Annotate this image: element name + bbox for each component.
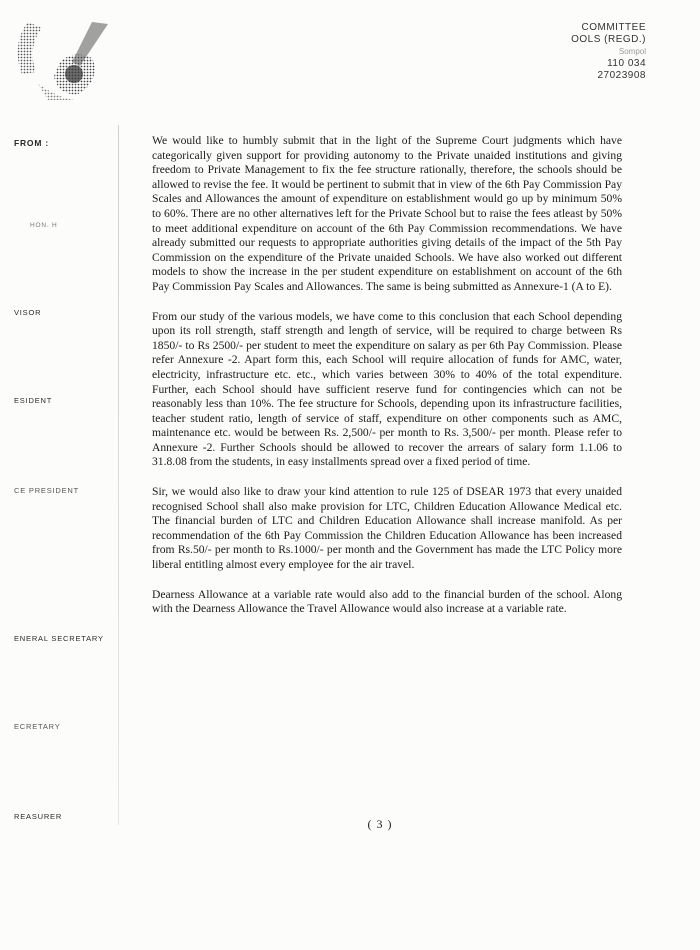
page-number: ( 3 ) (367, 817, 393, 831)
sidebar-secretary-label: ECRETARY (14, 722, 61, 731)
sidebar-advisor-label: VISOR (14, 308, 42, 317)
letterhead (571, 22, 646, 82)
letterhead-schools: OOLS (REGD.) (571, 34, 646, 45)
emblem-logo-icon (8, 14, 118, 104)
paragraph-ltc-allowance: Sir, we would also like to draw your kind attention to rule 125 of DSEAR 1973 that every unaided recognised School shall also make provision for LTC, Children Education Allowance Medical etc. The financial burden of LTC and Children Education Allowance shall increase manifold. As per recommendation of the 6th Pay Commission the Children Education Allowance has been increased from Rs.50/- per month to Rs.1000/- per month and the Government has made the LTC Policy more liberal entitling almost every employee for the air travel. (152, 485, 622, 572)
letterhead-pincode: 110 034 (607, 58, 646, 69)
paragraph-dearness-allowance: Dearness Allowance at a variable rate would also add to the financial burden of the school. Along with the Dearness Allowance the Travel Allowance would also increase at a variable rate. (152, 587, 622, 616)
paragraph-supreme-court: We would like to humbly submit that in the light of the Supreme Court judgments which have categorically given support for providing autonomy to the Private unaided institutions and giving freedom to Private Management to fix the fee structure rationally, therefore, the schools should be allowed to revise the fee. It would be pertinent to submit that in view of the 6th Pay Commission Pay Scales and Allowances the amount of expenditure on establishment would go up by minimum 50% to 60%. There are no other alternatives left for the Private School but to raise the fees atleast by 50% to meet additional expenditure on account of the 6th Pay Commission recommendations. We have already submitted our requests to appropriate authorities giving details of the impact of the 5th Pay Commission on the expenditure of the Private unaided Schools. We have also worked out different models to show the increase in the per student expenditure on establishment on account of the 6th Pay Commission Pay Scales and Allowances. The same is being submitted as Annexure-1 (A to E). (152, 134, 622, 293)
letterhead-phone: 27023908 (597, 70, 646, 81)
letterhead-committee: COMMITTEE (581, 22, 646, 33)
sidebar-hon-label: HON. H (30, 222, 58, 229)
sidebar-from-label: FROM : (14, 138, 50, 148)
sidebar-divider (118, 125, 119, 825)
sidebar-president-label: ESIDENT (14, 396, 53, 405)
letterhead-address: Sompol (618, 47, 646, 56)
sidebar-general-secretary-label: ENERAL SECRETARY (14, 634, 104, 643)
sidebar-vice-president-label: CE PRESIDENT (14, 486, 80, 495)
paragraph-fee-models: From our study of the various models, we have come to this conclusion that each School depending upon its roll strength, staff strength and length of service, will be required to charge between Rs 1850/- to Rs 2500/- per student to meet the expenditure on salary as per 6th Pay Commission. Please refer Annexure -2. Apart form this, each School will require allocation of funds for AMC, water, electricity, infrastructure etc. etc., which varies between 30% to 40% of the total expenditure. Further, each School should have sufficient reserve fund for contingencies which can not be reasonably less than 10%. The fee structure for Schools, depending upon its infrastructure facilities, teacher student ratio, length of service of staff, expenditure on other components such as AMC, maintenance etc. would be between Rs. 2,500/- per month to Rs. 3,500/- per month. Please refer to Annexure -2. Further Schools should be allowed to recover the arrears of salary form 1.1.06 to 31.8.08 from the students, in easy installments spread over a fixed period of time. (152, 309, 622, 469)
letter-body (152, 134, 622, 632)
sidebar-treasurer-label: REASURER (14, 812, 63, 821)
